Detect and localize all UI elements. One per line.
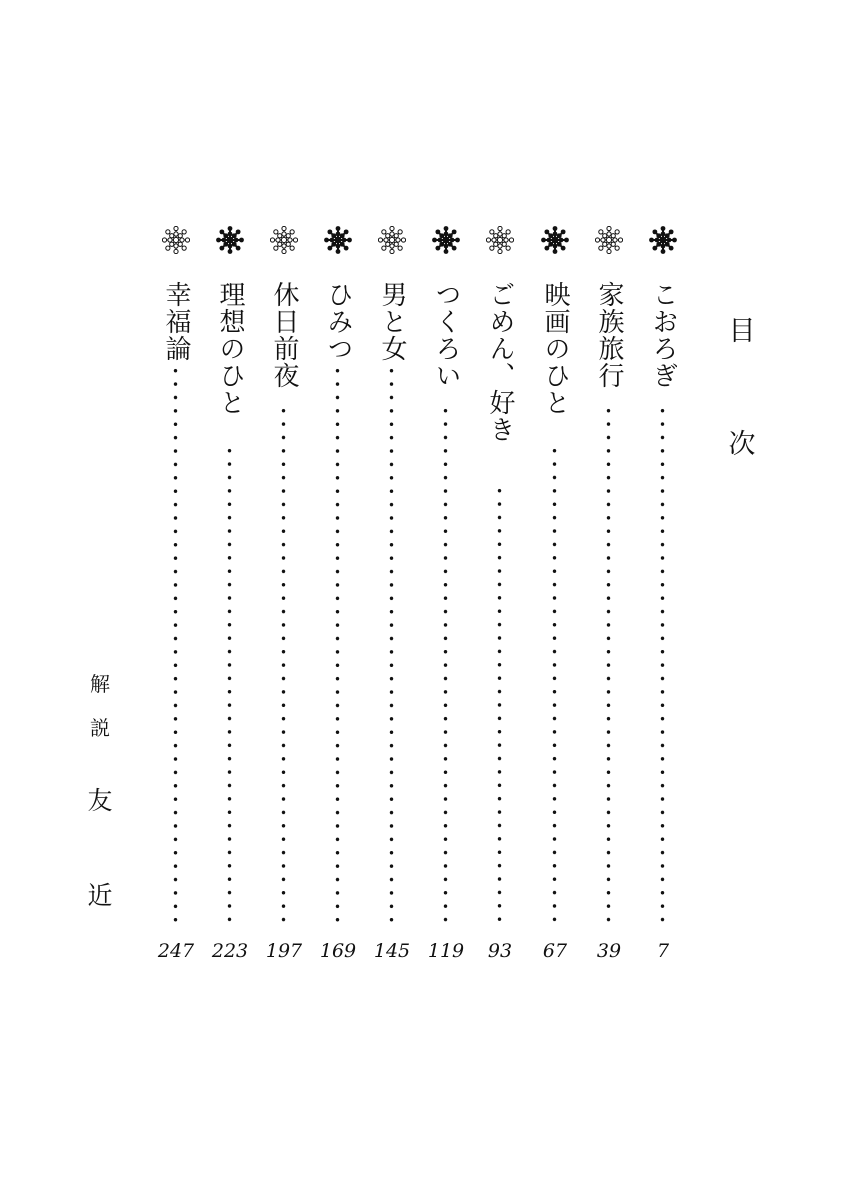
commentary-author-char-1: 友 (87, 786, 113, 815)
toc-entry-title: 映画のひと (540, 281, 570, 416)
toc-heading-char-1: 目 (728, 316, 756, 347)
toc-entry[interactable] (535, 226, 575, 976)
dot-leader (552, 444, 557, 926)
dot-leader (389, 364, 394, 926)
snowflake-outline-icon (162, 226, 190, 254)
dot-leader (227, 444, 232, 926)
toc-entry-page: 197 (265, 940, 303, 962)
snowflake-solid-icon (649, 226, 677, 254)
toc-entry-title: 家族旅行 (594, 281, 624, 389)
dot-leader (660, 404, 665, 926)
toc-entry-page: 7 (656, 940, 670, 962)
commentary-label-char-1: 解 (90, 672, 110, 696)
commentary-credit (80, 672, 120, 922)
snowflake-outline-icon (595, 226, 623, 254)
snowflake-solid-icon (432, 226, 460, 254)
toc-entry[interactable] (156, 226, 196, 976)
toc-entry-title: ひみつ (323, 281, 353, 362)
snowflake-outline-icon (486, 226, 514, 254)
dot-leader (281, 404, 286, 926)
toc-entry[interactable] (318, 226, 358, 976)
toc-entry-page: 169 (319, 940, 357, 962)
toc-entry-title: 男と女 (377, 281, 407, 362)
toc-entry-title: こおろぎ (648, 281, 678, 389)
dot-leader (606, 404, 611, 926)
toc-heading (722, 316, 762, 466)
toc-entry-page: 93 (487, 940, 513, 962)
toc-entry-page: 247 (157, 940, 195, 962)
dot-leader (497, 484, 502, 926)
toc-heading-char-2: 次 (728, 429, 756, 460)
snowflake-outline-icon (378, 226, 406, 254)
toc-entry-page: 223 (211, 940, 249, 962)
commentary-author-char-2: 近 (87, 881, 113, 910)
commentary-label-char-2: 説 (90, 716, 110, 740)
toc-entry-page: 67 (542, 940, 568, 962)
toc-entry[interactable] (210, 226, 250, 976)
toc-entry[interactable] (426, 226, 466, 976)
dot-leader (173, 364, 178, 926)
toc-entry-title: ごめん、好き (485, 281, 515, 443)
snowflake-solid-icon (324, 226, 352, 254)
toc-entry-title: 幸福論 (161, 281, 191, 362)
toc-entry-title: 休日前夜 (269, 281, 299, 389)
toc-entry-page: 145 (373, 940, 411, 962)
snowflake-solid-icon (541, 226, 569, 254)
toc-entry-title: つくろい (431, 281, 461, 389)
toc-entry[interactable] (480, 226, 520, 976)
dot-leader (443, 404, 448, 926)
snowflake-outline-icon (270, 226, 298, 254)
toc-entry-page: 39 (596, 940, 622, 962)
toc-entry[interactable] (372, 226, 412, 976)
toc-entry-page: 119 (427, 940, 465, 962)
snowflake-solid-icon (216, 226, 244, 254)
toc-entry[interactable] (589, 226, 629, 976)
toc-entry-title: 理想のひと (215, 281, 245, 416)
dot-leader (335, 364, 340, 926)
toc-entry[interactable] (643, 226, 683, 976)
toc-entry[interactable] (264, 226, 304, 976)
